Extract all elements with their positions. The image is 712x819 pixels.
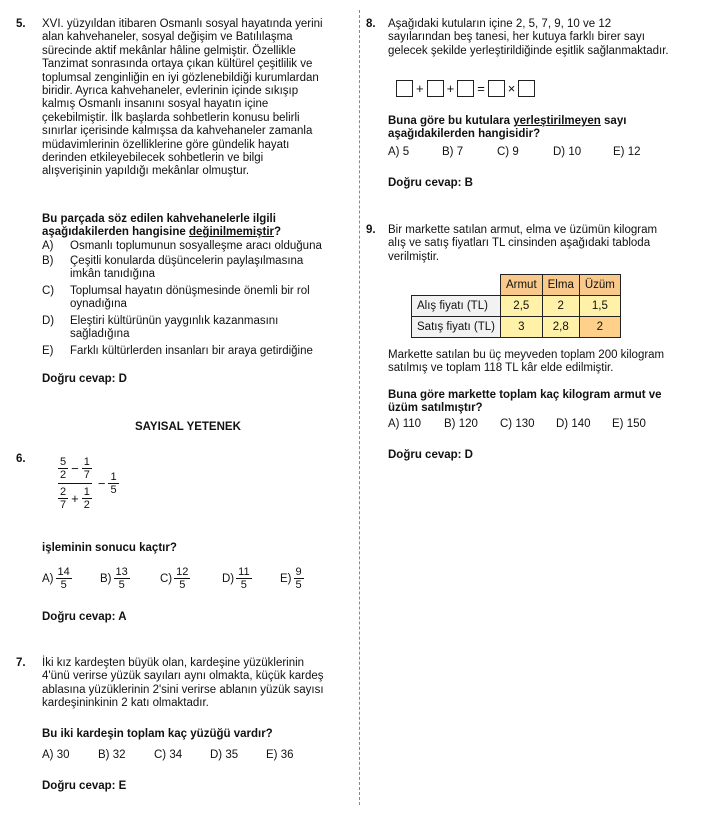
question-6-answer: Doğru cevap: A [42, 611, 127, 623]
empty-box [457, 80, 474, 97]
table-cell: 2 [542, 296, 579, 317]
question-6-number: 6. [16, 453, 26, 465]
question-8-stem: Buna göre bu kutulara yerleştirilmeyen sayı aşağıdakilerden hangisidir? [388, 115, 627, 141]
option-d[interactable]: D) 35 [210, 749, 239, 761]
option-d[interactable]: D) 140 [556, 418, 591, 430]
stem-line: Bu parçada söz edilen kahvehanelerle ilgili [42, 213, 276, 225]
question-7-text: İki kız kardeşten büyük olan, kardeşine yüzüklerinin 4'ünü verirse yüzük sayıları aynı olmakta, küçük kardeş ablasına yüzüklerinin 2'sini verirse ablanın yüzük sayısı kardeşininkinin 2 katı olmaktadır. [42, 657, 324, 710]
option-c[interactable]: C) 9 [497, 146, 519, 158]
table-cell: 2 [579, 317, 620, 338]
question-5-number: 5. [16, 18, 26, 30]
question-8-number: 8. [366, 18, 376, 30]
question-9-stem: Buna göre markette toplam kaç kilogram armut ve üzüm satılmıştır? [388, 389, 662, 415]
question-5-stem [42, 213, 347, 240]
option-e[interactable]: E) 36 [266, 749, 294, 761]
question-5-answer: Doğru cevap: D [42, 373, 127, 385]
question-6-options [42, 566, 330, 591]
option-a[interactable]: A) 110 [388, 418, 422, 430]
question-7-options [42, 749, 316, 761]
option-b[interactable]: B) $\frac{13}{5}$ [100, 566, 128, 591]
passage-line: toplumsal zenginliğin en iyi gözlenebildiği kurumlardan [42, 71, 319, 84]
option-c[interactable]: C) 130 [500, 418, 535, 430]
question-7-number: 7. [16, 657, 26, 669]
option-b[interactable]: B) 120 [444, 418, 478, 430]
question-7-answer: Doğru cevap: E [42, 780, 127, 792]
table-header-row [412, 275, 621, 296]
passage-line: müdavimlerinin özelliklerine göre gündelik hayatı [42, 138, 290, 151]
table-header: Elma [542, 275, 579, 296]
empty-box [488, 80, 505, 97]
option-a[interactable]: A) 30 [42, 749, 70, 761]
option-a[interactable]: A) 5 [388, 146, 410, 158]
passage-line: sürecinde aktif mekânlar hâline gelmiştir. Özellikle [42, 44, 296, 57]
table-row [412, 317, 621, 338]
price-table [411, 274, 621, 338]
question-9-number: 9. [366, 224, 376, 236]
passage-line: Tanzimat sonrasında ortaya çıkan kültürel çeşitlilik ve [42, 58, 313, 71]
underlined-keyword: değinilmemiştir [189, 226, 274, 239]
table-cell: 3 [500, 317, 542, 338]
empty-box [427, 80, 444, 97]
question-6-expression: $\frac{5}{2}$ − $\frac{1}{7}$ $\frac{2}{7}$ + $\frac{1}{2}$ − $\frac{1}{5}$ [60, 456, 117, 511]
table-cell: 1,5 [579, 296, 620, 317]
table-cell: 2,8 [542, 317, 579, 338]
option-d[interactable]: D) 10 [553, 146, 582, 158]
option-c[interactable]: C) 34 [154, 749, 183, 761]
question-8-answer: Doğru cevap: B [388, 177, 473, 189]
option-c[interactable]: C) $\frac{12}{5}$ [160, 566, 189, 591]
question-8-text: Aşağıdaki kutuların içine 2, 5, 7, 9, 10 ve 12 sayılarından beş tanesi, her kutuya farklı birer sayı gelecek şekilde yerleştirildiğinde eşitlik sağlanmaktadır. [388, 18, 669, 57]
box-equation: + + = × [396, 80, 535, 97]
passage-line: kalmış Osmanlı insanını sosyal hayatın içine [42, 98, 269, 111]
question-8-options [388, 146, 663, 158]
question-9-options [388, 418, 662, 430]
option-b[interactable]: B) 7 [442, 146, 464, 158]
question-5-passage [42, 18, 347, 179]
passage-line: biridir. Ayrıca kahvehaneler, evlerinin içinde sıkışıp [42, 85, 299, 98]
empty-box [396, 80, 413, 97]
main-fraction: $\frac{5}{2}$ − $\frac{1}{7}$ $\frac{2}{7}$ + $\frac{1}{2}$ [60, 456, 90, 511]
option-e[interactable]: E) 150 [612, 418, 646, 430]
passage-line: XVI. yüzyıldan itibaren Osmanlı sosyal hayatında yerini [42, 18, 323, 30]
passage-line: sınırlar içerisinde kalmışsa da kahvehaneler zamanla [42, 125, 313, 138]
question-9-text: Bir markette satılan armut, elma ve üzümün kilogram alış ve satış fiyatları TL cinsinden aşağıdaki tabloda verilmiştir. [388, 224, 658, 263]
row-label: Satış fiyatı (TL) [412, 317, 501, 338]
option-e[interactable]: E) $\frac{9}{5}$ [280, 566, 302, 591]
table-cell: 2,5 [500, 296, 542, 317]
empty-box [518, 80, 535, 97]
stem-line: aşağıdakilerden hangisine değinilmemiştir? [42, 226, 282, 239]
option-b[interactable]: B) 32 [98, 749, 126, 761]
underlined-keyword: yerleştirilmeyen [513, 115, 601, 127]
passage-line: alan kahvehaneler, sosyal değişim ve Batılılaşma [42, 31, 293, 44]
option-a[interactable]: A) $\frac{14}{5}$ [42, 566, 70, 591]
column-divider [359, 10, 360, 805]
side-fraction: $\frac{1}{5}$ [110, 471, 117, 496]
table-header: Armut [500, 275, 542, 296]
option-e[interactable]: E) 12 [613, 146, 641, 158]
table-header: Üzüm [579, 275, 620, 296]
section-title: SAYISAL YETENEK [135, 421, 241, 433]
table-row [412, 296, 621, 317]
question-9-info: Markette satılan bu üç meyveden toplam 200 kilogram satılmış ve toplam 118 TL kâr elde edilmiştir. [388, 349, 665, 375]
option-d[interactable]: D) $\frac{11}{5}$ [222, 566, 250, 591]
passage-line: çekebilmiştir. İlk başlarda sohbetlerin konusu belirli [42, 111, 300, 124]
question-9-answer: Doğru cevap: D [388, 449, 473, 461]
question-7-stem: Bu iki kardeşin toplam kaç yüzüğü vardır? [42, 728, 273, 740]
row-label: Alış fiyatı (TL) [412, 296, 501, 317]
question-6-stem: işleminin sonucu kaçtır? [42, 542, 177, 554]
passage-line: derinden etkileyebilecek sohbetlerin ve bilgi [42, 152, 264, 165]
passage-line: alışverişinin yapıldığı mekânlar olmuştur. [42, 165, 250, 178]
